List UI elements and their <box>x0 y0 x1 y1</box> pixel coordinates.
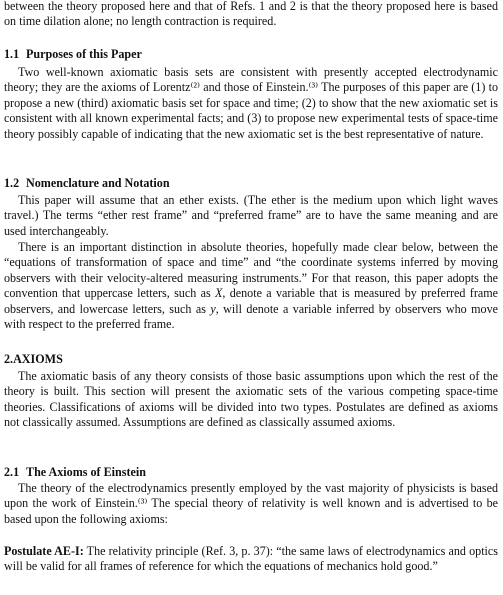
section-1-1-heading <box>4 47 142 62</box>
variable-uppercase: X <box>214 286 223 301</box>
section-2-1-title: The Axioms of Einstein <box>26 465 146 479</box>
section-2-1-heading <box>4 465 146 480</box>
intro-tail-paragraph: between the theory proposed here and that of Refs. 1 and 2 is that the theory proposed here is based on time dilation alone; no length contraction is required. <box>4 0 498 29</box>
section-1-1-number: 1.1 <box>4 47 20 61</box>
section-2-paragraph: The axiomatic basis of any theory consists of those basic assumptions upon which the rest of the theory is built. This section will present the axiomatic sets of the various competing space-time theories. Classifications of axioms will be divided into two types. Postulates are defined as axioms not classically assumed. Assumptions are defined as classically assumed axioms. <box>4 369 498 430</box>
section-1-2-text-b: , denote a variable that is measured by preferred frame observers, and lowercase letters, such as <box>4 286 498 316</box>
section-1-2-heading <box>4 176 170 191</box>
section-1-2-number: 1.2 <box>4 176 20 190</box>
postulate-ae-1-paragraph <box>4 544 498 575</box>
variable-lowercase: y <box>210 301 216 316</box>
section-2-1-paragraph: The theory of the electrodynamics presently employed by the vast majority of physicists is based upon the work of Einstein.⁽³⁾ The special theory of relativity is well known and is advertised to be based upon the following axioms: <box>4 481 498 526</box>
section-2-heading: 2.AXIOMS <box>4 352 63 366</box>
section-1-2-paragraph-1: This paper will assume that an ether exists. (The ether is the medium upon which light waves travel.) The terms “ether rest frame” and “preferred frame” are to have the same meaning and are used interchangeably. <box>4 193 498 238</box>
section-1-2-paragraph-2 <box>4 240 498 332</box>
section-1-1-paragraph: Two well-known axiomatic basis sets are consistent with presently accepted electrodynamic theory; they are the axioms of Lorentz⁽²⁾ and those of Einstein.⁽³⁾ The purposes of this paper are (1) to propose a new (third) axiomatic basis set for space and time; (2) to show that the new axiomatic set is consistent with all known experimental facts; and (3) to propose new experimental tests of space-time theory possibly capable of indicating that the new axiomatic set is the best representative of nature. <box>4 65 498 141</box>
postulate-text: The relativity principle (Ref. 3, p. 37): “the same laws of electrodynamics and optics will be valid for all frames of reference for which the equations of mechanics hold good.” <box>4 544 498 574</box>
section-1-2-text-c: , will denote a variable inferred by observers who move with respect to the preferred frame. <box>4 301 498 332</box>
section-1-2-title: Nomenclature and Notation <box>26 176 170 190</box>
section-2-1-number: 2.1 <box>4 465 20 479</box>
section-1-2-text-a: There is an important distinction in absolute theories, hopefully made clear below, between the “equations of transformation of space and time” and “the coordinate systems inferred by moving observers with their velocity-altered measuring instruments.” For that reason, this paper adopts the convention that uppercase letters, such as <box>4 240 498 301</box>
postulate-label: Postulate AE-I: <box>4 544 84 558</box>
section-1-1-title: Purposes of this Paper <box>26 47 142 61</box>
